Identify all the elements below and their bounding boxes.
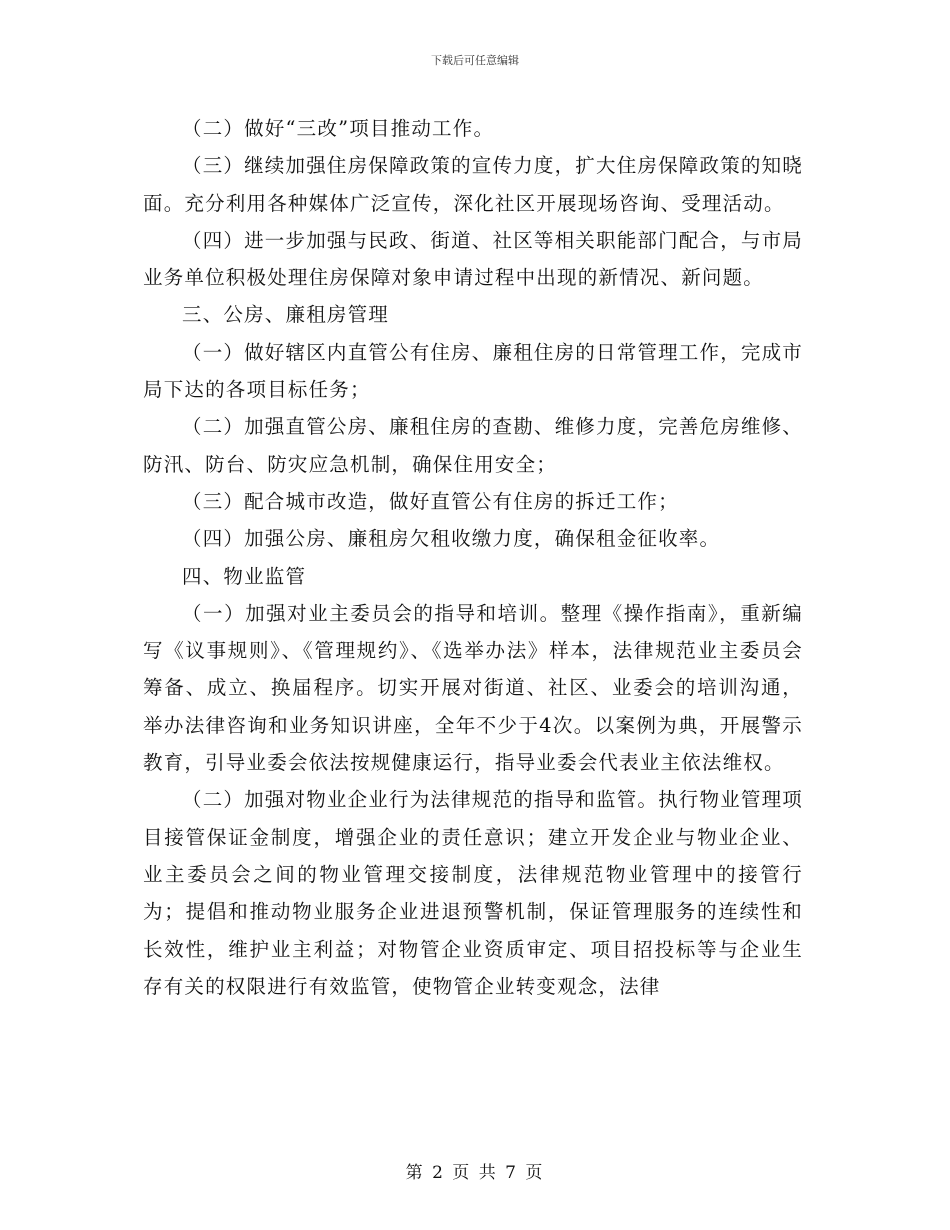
section-heading: 四、物业监管 <box>182 564 307 588</box>
paragraph: （四）进一步加强与民政、街道、社区等相关职能部门配合，与市局业务单位积极处理住房保障对象申请过程中出现的新情况、新问题。 <box>143 228 804 290</box>
page-header-note: 下载后可任意编辑 <box>431 54 519 67</box>
paragraph: （二）加强直管公房、廉租住房的查勘、维修力度，完善危房维修、防汛、防台、防灾应急机制，确保住用安全； <box>143 415 804 476</box>
document-body <box>143 110 803 1005</box>
paragraph: （一）加强对业主委员会的指导和培训。整理《操作指南》，重新编写《议事规则》、《管理规约》、《选举办法》样本，法律规范业主委员会筹备、成立、换届程序。切实开展对街道、社区、业委会的培训沟通，举办法律咨询和业务知识讲座，全年不少于4次。以案例为典，开展警示教育，引导业委会依法按规健康运行，指导业委会代表业主依法维权。 <box>143 601 803 775</box>
paragraph: （三）配合城市改造，做好直管公有住房的拆迁工作； <box>182 489 679 513</box>
paragraph: （三）继续加强住房保障政策的宣传力度，扩大住房保障政策的知晓面。充分利用各种媒体广泛宣传，深化社区开展现场咨询、受理活动。 <box>143 154 804 215</box>
paragraph: （二）做好“三改”项目推动工作。 <box>182 117 495 140</box>
section-heading: 三、公房、廉租房管理 <box>182 303 390 327</box>
paragraph: （一）做好辖区内直管公有住房、廉租住房的日常管理工作，完成市局下达的各项目标任务； <box>143 340 804 402</box>
paragraph: （二）加强对物业企业行为法律规范的指导和监管。执行物业管理项目接管保证金制度，增强企业的责任意识；建立开发企业与物业企业、业主委员会之间的物业管理交接制度，法律规范物业管理中的接管行为；提倡和推动物业服务企业进退预警机制，保证管理服务的连续性和长效性，维护业主利益；对物管企业资质审定、项目招投标等与企业生存有关的权限进行有效监管，使物管企业转变观念，法律 <box>143 788 804 998</box>
paragraph: （四）加强公房、廉租房欠租收缴力度，确保租金征收率。 <box>182 527 721 551</box>
page-number: 第 2 页 共 7 页 <box>405 1163 545 1183</box>
